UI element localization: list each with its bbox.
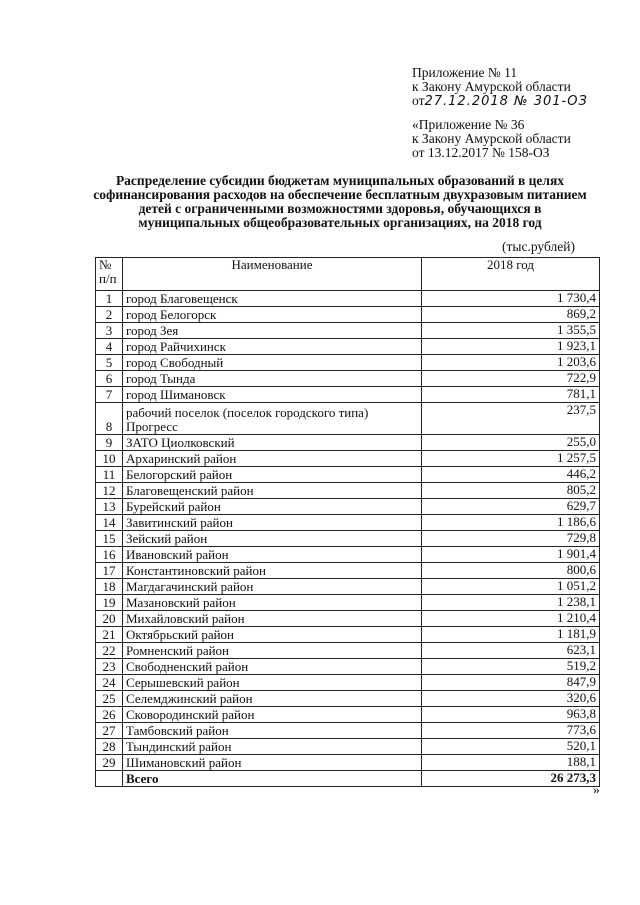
total-value: 26 273,3 xyxy=(422,771,600,787)
table-row xyxy=(96,467,600,483)
row-name: Белогорский район xyxy=(123,467,422,483)
row-name: город Зея xyxy=(123,323,422,339)
row-number: 13 xyxy=(96,499,123,515)
appendix-36-date: от 13.12.2017 № 158-ОЗ xyxy=(412,145,550,160)
row-value: 1 051,2 xyxy=(422,579,600,595)
table-row xyxy=(96,643,600,659)
row-name: Свободненский район xyxy=(123,659,422,675)
table-header-row xyxy=(96,258,600,291)
table-row xyxy=(96,307,600,323)
table-row xyxy=(96,691,600,707)
row-value: 1 203,6 xyxy=(422,355,600,371)
appendix-36-number: «Приложение № 36 xyxy=(412,117,525,132)
row-name: город Благовещенск xyxy=(123,291,422,307)
row-number: 25 xyxy=(96,691,123,707)
row-name: город Тында xyxy=(123,371,422,387)
row-number: 21 xyxy=(96,627,123,643)
row-value: 446,2 xyxy=(422,467,600,483)
table-row xyxy=(96,739,600,755)
row-value: 805,2 xyxy=(422,483,600,499)
row-name: Завитинский район xyxy=(123,515,422,531)
appendix-36-law: к Закону Амурской области xyxy=(412,131,571,146)
row-value: 1 923,1 xyxy=(422,339,600,355)
table-row xyxy=(96,675,600,691)
header-num: № п/п xyxy=(96,258,123,291)
row-name: Зейский район xyxy=(123,531,422,547)
row-number: 24 xyxy=(96,675,123,691)
row-number: 7 xyxy=(96,387,123,403)
row-number: 1 xyxy=(96,291,123,307)
row-number: 10 xyxy=(96,451,123,467)
table-row xyxy=(96,515,600,531)
row-value: 1 257,5 xyxy=(422,451,600,467)
row-value: 520,1 xyxy=(422,739,600,755)
row-number: 20 xyxy=(96,611,123,627)
total-label: Всего xyxy=(123,771,422,787)
appendix-11-date-prefix: от xyxy=(412,93,425,108)
table-body xyxy=(96,291,600,787)
row-name: Октябрьский район xyxy=(123,627,422,643)
table-total-row xyxy=(96,771,600,787)
row-number: 6 xyxy=(96,371,123,387)
closing-quote: » xyxy=(593,782,600,797)
row-name: Магдагачинский район xyxy=(123,579,422,595)
row-number: 9 xyxy=(96,435,123,451)
row-name: Сковородинский район xyxy=(123,707,422,723)
row-value: 729,8 xyxy=(422,531,600,547)
row-value: 1 186,6 xyxy=(422,515,600,531)
row-value: 1 355,5 xyxy=(422,323,600,339)
table-row xyxy=(96,291,600,307)
row-value: 320,6 xyxy=(422,691,600,707)
row-value: 1 901,4 xyxy=(422,547,600,563)
row-name: Серышевский район xyxy=(123,675,422,691)
table-row xyxy=(96,323,600,339)
row-value: 1 210,4 xyxy=(422,611,600,627)
row-number: 4 xyxy=(96,339,123,355)
row-name: Мазановский район xyxy=(123,595,422,611)
row-value: 255,0 xyxy=(422,435,600,451)
row-number: 12 xyxy=(96,483,123,499)
row-value: 722,9 xyxy=(422,371,600,387)
row-number: 17 xyxy=(96,563,123,579)
row-number: 15 xyxy=(96,531,123,547)
row-value: 800,6 xyxy=(422,563,600,579)
table-row xyxy=(96,595,600,611)
row-name: Шимановский район xyxy=(123,755,422,771)
row-number: 27 xyxy=(96,723,123,739)
header-year: 2018 год xyxy=(422,258,600,291)
row-name: Тындинский район xyxy=(123,739,422,755)
row-name: рабочий поселок (поселок городского типа) Прогресс xyxy=(123,403,422,435)
row-name: Благовещенский район xyxy=(123,483,422,499)
table-row xyxy=(96,611,600,627)
appendix-11-header xyxy=(412,66,588,109)
row-number: 28 xyxy=(96,739,123,755)
row-number: 14 xyxy=(96,515,123,531)
row-name: город Райчихинск xyxy=(123,339,422,355)
row-name: Ромненский район xyxy=(123,643,422,659)
total-num-cell xyxy=(96,771,123,787)
table-row xyxy=(96,403,600,435)
row-name: Бурейский район xyxy=(123,499,422,515)
row-number: 22 xyxy=(96,643,123,659)
row-name: Селемджинский район xyxy=(123,691,422,707)
row-value: 781,1 xyxy=(422,387,600,403)
row-number: 19 xyxy=(96,595,123,611)
row-number: 5 xyxy=(96,355,123,371)
row-number: 26 xyxy=(96,707,123,723)
row-number: 8 xyxy=(96,403,123,435)
row-value: 847,9 xyxy=(422,675,600,691)
table-row xyxy=(96,563,600,579)
row-name: город Свободный xyxy=(123,355,422,371)
table-row xyxy=(96,483,600,499)
table-row xyxy=(96,387,600,403)
appendix-11-handwritten-date: 27.12.2018 № 301-ОЗ xyxy=(424,94,588,109)
row-name: Тамбовский район xyxy=(123,723,422,739)
table-row xyxy=(96,499,600,515)
row-name: Архаринский район xyxy=(123,451,422,467)
appendix-11-number: Приложение № 11 xyxy=(412,65,518,80)
subsidy-table xyxy=(95,257,600,787)
table-row xyxy=(96,755,600,771)
row-value: 963,8 xyxy=(422,707,600,723)
table-row xyxy=(96,707,600,723)
table-row xyxy=(96,355,600,371)
appendix-11-date-line xyxy=(412,94,588,109)
unit-label: (тыс.рублей) xyxy=(502,239,575,254)
row-value: 1 238,1 xyxy=(422,595,600,611)
table-row xyxy=(96,659,600,675)
row-value: 237,5 xyxy=(422,403,600,435)
row-number: 11 xyxy=(96,467,123,483)
row-value: 623,1 xyxy=(422,643,600,659)
table-row xyxy=(96,451,600,467)
row-number: 3 xyxy=(96,323,123,339)
appendix-11-law: к Закону Амурской области xyxy=(412,79,571,94)
table-row xyxy=(96,371,600,387)
table-row xyxy=(96,579,600,595)
row-name: город Шимановск xyxy=(123,387,422,403)
row-number: 16 xyxy=(96,547,123,563)
row-value: 188,1 xyxy=(422,755,600,771)
appendix-36-header xyxy=(412,118,571,160)
row-value: 1 730,4 xyxy=(422,291,600,307)
row-name: Ивановский район xyxy=(123,547,422,563)
row-value: 1 181,9 xyxy=(422,627,600,643)
row-name: ЗАТО Циолковский xyxy=(123,435,422,451)
table-row xyxy=(96,547,600,563)
row-value: 869,2 xyxy=(422,307,600,323)
table-row xyxy=(96,435,600,451)
row-name: Михайловский район xyxy=(123,611,422,627)
row-number: 2 xyxy=(96,307,123,323)
row-name: город Белогорск xyxy=(123,307,422,323)
table-row xyxy=(96,627,600,643)
row-name: Константиновский район xyxy=(123,563,422,579)
table-row xyxy=(96,723,600,739)
table-row xyxy=(96,339,600,355)
row-number: 18 xyxy=(96,579,123,595)
row-value: 629,7 xyxy=(422,499,600,515)
header-name: Наименование xyxy=(123,258,422,291)
row-value: 773,6 xyxy=(422,723,600,739)
document-title: Распределение субсидии бюджетам муниципальных образований в целях софинансирования расходов на обеспечение бесплатным двухразовым питанием детей с ограниченными возможностями здоровья, обучающихся в муниципальных общеобразовательных организациях, на 2018 год xyxy=(93,173,587,230)
row-number: 23 xyxy=(96,659,123,675)
table-row xyxy=(96,531,600,547)
row-value: 519,2 xyxy=(422,659,600,675)
row-number: 29 xyxy=(96,755,123,771)
